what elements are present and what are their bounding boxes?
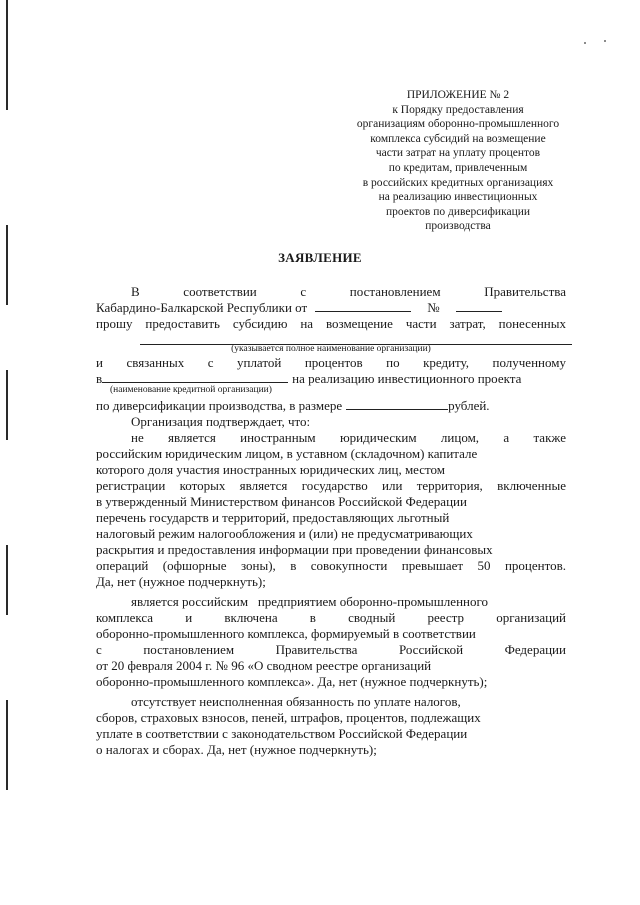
text: Организация подтверждает, что: <box>131 414 311 429</box>
caption-bank: (наименование кредитной организации) <box>110 385 272 395</box>
item2-line1 <box>96 594 566 610</box>
confirm-intro <box>96 414 566 430</box>
word: не <box>131 430 144 445</box>
word: организаций <box>496 610 566 625</box>
text: рублей. <box>448 398 490 413</box>
word: В <box>131 284 140 299</box>
word: реестр <box>427 610 464 625</box>
text: операций (офшорные зоны), в совокупности превышает 50 процентов. <box>96 558 566 573</box>
appendix-line: ПРИЛОЖЕНИЕ № 2 <box>406 89 510 101</box>
text: налоговый режим налогообложения и (или) не предусматривающих <box>96 526 473 541</box>
item1-line <box>96 510 566 526</box>
appendix-line: комплекса субсидий на возмещение <box>370 132 546 145</box>
scan-margin-mark <box>6 370 8 440</box>
word: с <box>96 642 102 657</box>
text: сборов, страховых взносов, пеней, штрафов, процентов, подлежащих <box>96 710 481 725</box>
word: уплатой <box>236 355 282 370</box>
item1-line <box>96 542 566 558</box>
word: а <box>503 430 510 445</box>
appendix-line: части затрат на уплату процентов <box>375 147 541 160</box>
item2-last <box>96 674 566 690</box>
text: о налогах и сборах. Да, нет (нужное подчеркнуть); <box>96 742 377 757</box>
para1-line2 <box>96 300 566 316</box>
scan-speck <box>584 42 586 44</box>
appendix-line: на реализацию инвестиционных <box>378 191 538 204</box>
word: соответствии <box>183 284 257 299</box>
text: отсутствует неисполненная обязанность по уплате налогов, <box>131 694 461 709</box>
item1-line <box>96 558 566 574</box>
scan-margin-mark <box>6 0 8 110</box>
text: которого доля участия иностранных юридических лиц, местом <box>96 462 446 477</box>
para1-line5 <box>96 355 566 371</box>
text: является российским предприятием оборонно-промышленного <box>131 594 488 609</box>
text: Да, нет (нужное подчеркнуть); <box>96 574 266 589</box>
scan-margin-mark <box>6 700 8 790</box>
word: и <box>96 355 103 370</box>
para1-line1 <box>96 284 566 300</box>
number-sign: № <box>427 300 440 315</box>
text: перечень государств и территорий, предоставляющих льготный <box>96 510 450 525</box>
text: от 20 февраля 2004 г. № 96 «О сводном реестре организаций <box>96 658 432 673</box>
text: оборонно-промышленного комплекса, формируемый в соответствии <box>96 626 476 641</box>
word: включена <box>224 610 278 625</box>
item2-line5 <box>96 658 566 674</box>
application-body <box>96 284 566 758</box>
number-blank <box>456 300 502 312</box>
word: в <box>309 610 316 625</box>
appendix-header <box>338 88 578 234</box>
appendix-line: по кредитам, привлеченным <box>388 161 528 174</box>
item3-line <box>96 710 566 726</box>
word: полученному <box>492 355 566 370</box>
appendix-line: проектов по диверсификации <box>385 205 531 218</box>
word: кредиту, <box>423 355 470 370</box>
word: Правительства <box>484 284 566 299</box>
item2-line4 <box>96 642 566 658</box>
appendix-line: организациям оборонно-промышленного <box>356 118 560 131</box>
item1-line <box>96 446 566 462</box>
text: в <box>96 371 103 386</box>
word: является <box>168 430 216 445</box>
word: также <box>533 430 566 445</box>
bank-name-blank <box>102 371 288 383</box>
item3-line <box>96 726 566 742</box>
caption-organization: (указывается полное наименование организации) <box>231 344 431 354</box>
word: комплекса <box>96 610 154 625</box>
item1-line <box>96 462 566 478</box>
item2-line2 <box>96 610 566 626</box>
word: и <box>185 610 193 625</box>
scan-speck <box>604 40 606 42</box>
text: в утвержденный Министерством финансов Российской Федерации <box>96 494 467 509</box>
word: по <box>386 355 400 370</box>
text: Кабардино-Балкарской Республики от <box>96 300 308 315</box>
appendix-line: производства <box>425 220 491 233</box>
item1-line <box>96 478 566 494</box>
text: оборонно-промышленного комплекса». Да, нет (нужное подчеркнуть); <box>96 674 488 689</box>
word: постановлением <box>143 642 235 657</box>
document-title: ЗАЯВЛЕНИЕ <box>278 250 362 265</box>
word: связанных <box>126 355 185 370</box>
item1-last <box>96 574 566 590</box>
para1-line7 <box>96 398 566 414</box>
word: сводный <box>348 610 396 625</box>
text: регистрации которых является государство или территория, включенные <box>96 478 566 493</box>
text: раскрытия и предоставления информации при проведении финансовых <box>96 542 493 557</box>
scan-margin-mark <box>6 545 8 615</box>
date-blank <box>315 300 411 312</box>
item1-line <box>96 494 566 510</box>
word: лицом, <box>440 430 480 445</box>
word: юридическим <box>339 430 417 445</box>
item3-last <box>96 742 566 758</box>
word: Федерации <box>504 642 566 657</box>
appendix-line: к Порядку предоставления <box>392 103 524 116</box>
text: прошу предоставить субсидию на возмещение части затрат, понесенных <box>96 316 566 331</box>
word: процентов <box>304 355 363 370</box>
amount-blank <box>346 398 448 410</box>
item2-line3 <box>96 626 566 642</box>
text: уплате в соответствии с законодательством Российской Федерации <box>96 726 468 741</box>
item3-line1 <box>96 694 566 710</box>
para1-line3 <box>96 316 566 332</box>
text: на реализацию инвестиционного проекта <box>292 371 522 386</box>
word: с <box>207 355 214 370</box>
word: иностранным <box>240 430 316 445</box>
word: постановлением <box>349 284 441 299</box>
text: по диверсификации производства, в размере <box>96 398 343 413</box>
word: с <box>300 284 307 299</box>
item1-line1 <box>96 430 566 446</box>
item1-line <box>96 526 566 542</box>
word: Российской <box>398 642 464 657</box>
text: российским юридическим лицом, в уставном (складочном) капитале <box>96 446 478 461</box>
appendix-line: в российских кредитных организациях <box>362 176 554 189</box>
word: Правительства <box>275 642 358 657</box>
